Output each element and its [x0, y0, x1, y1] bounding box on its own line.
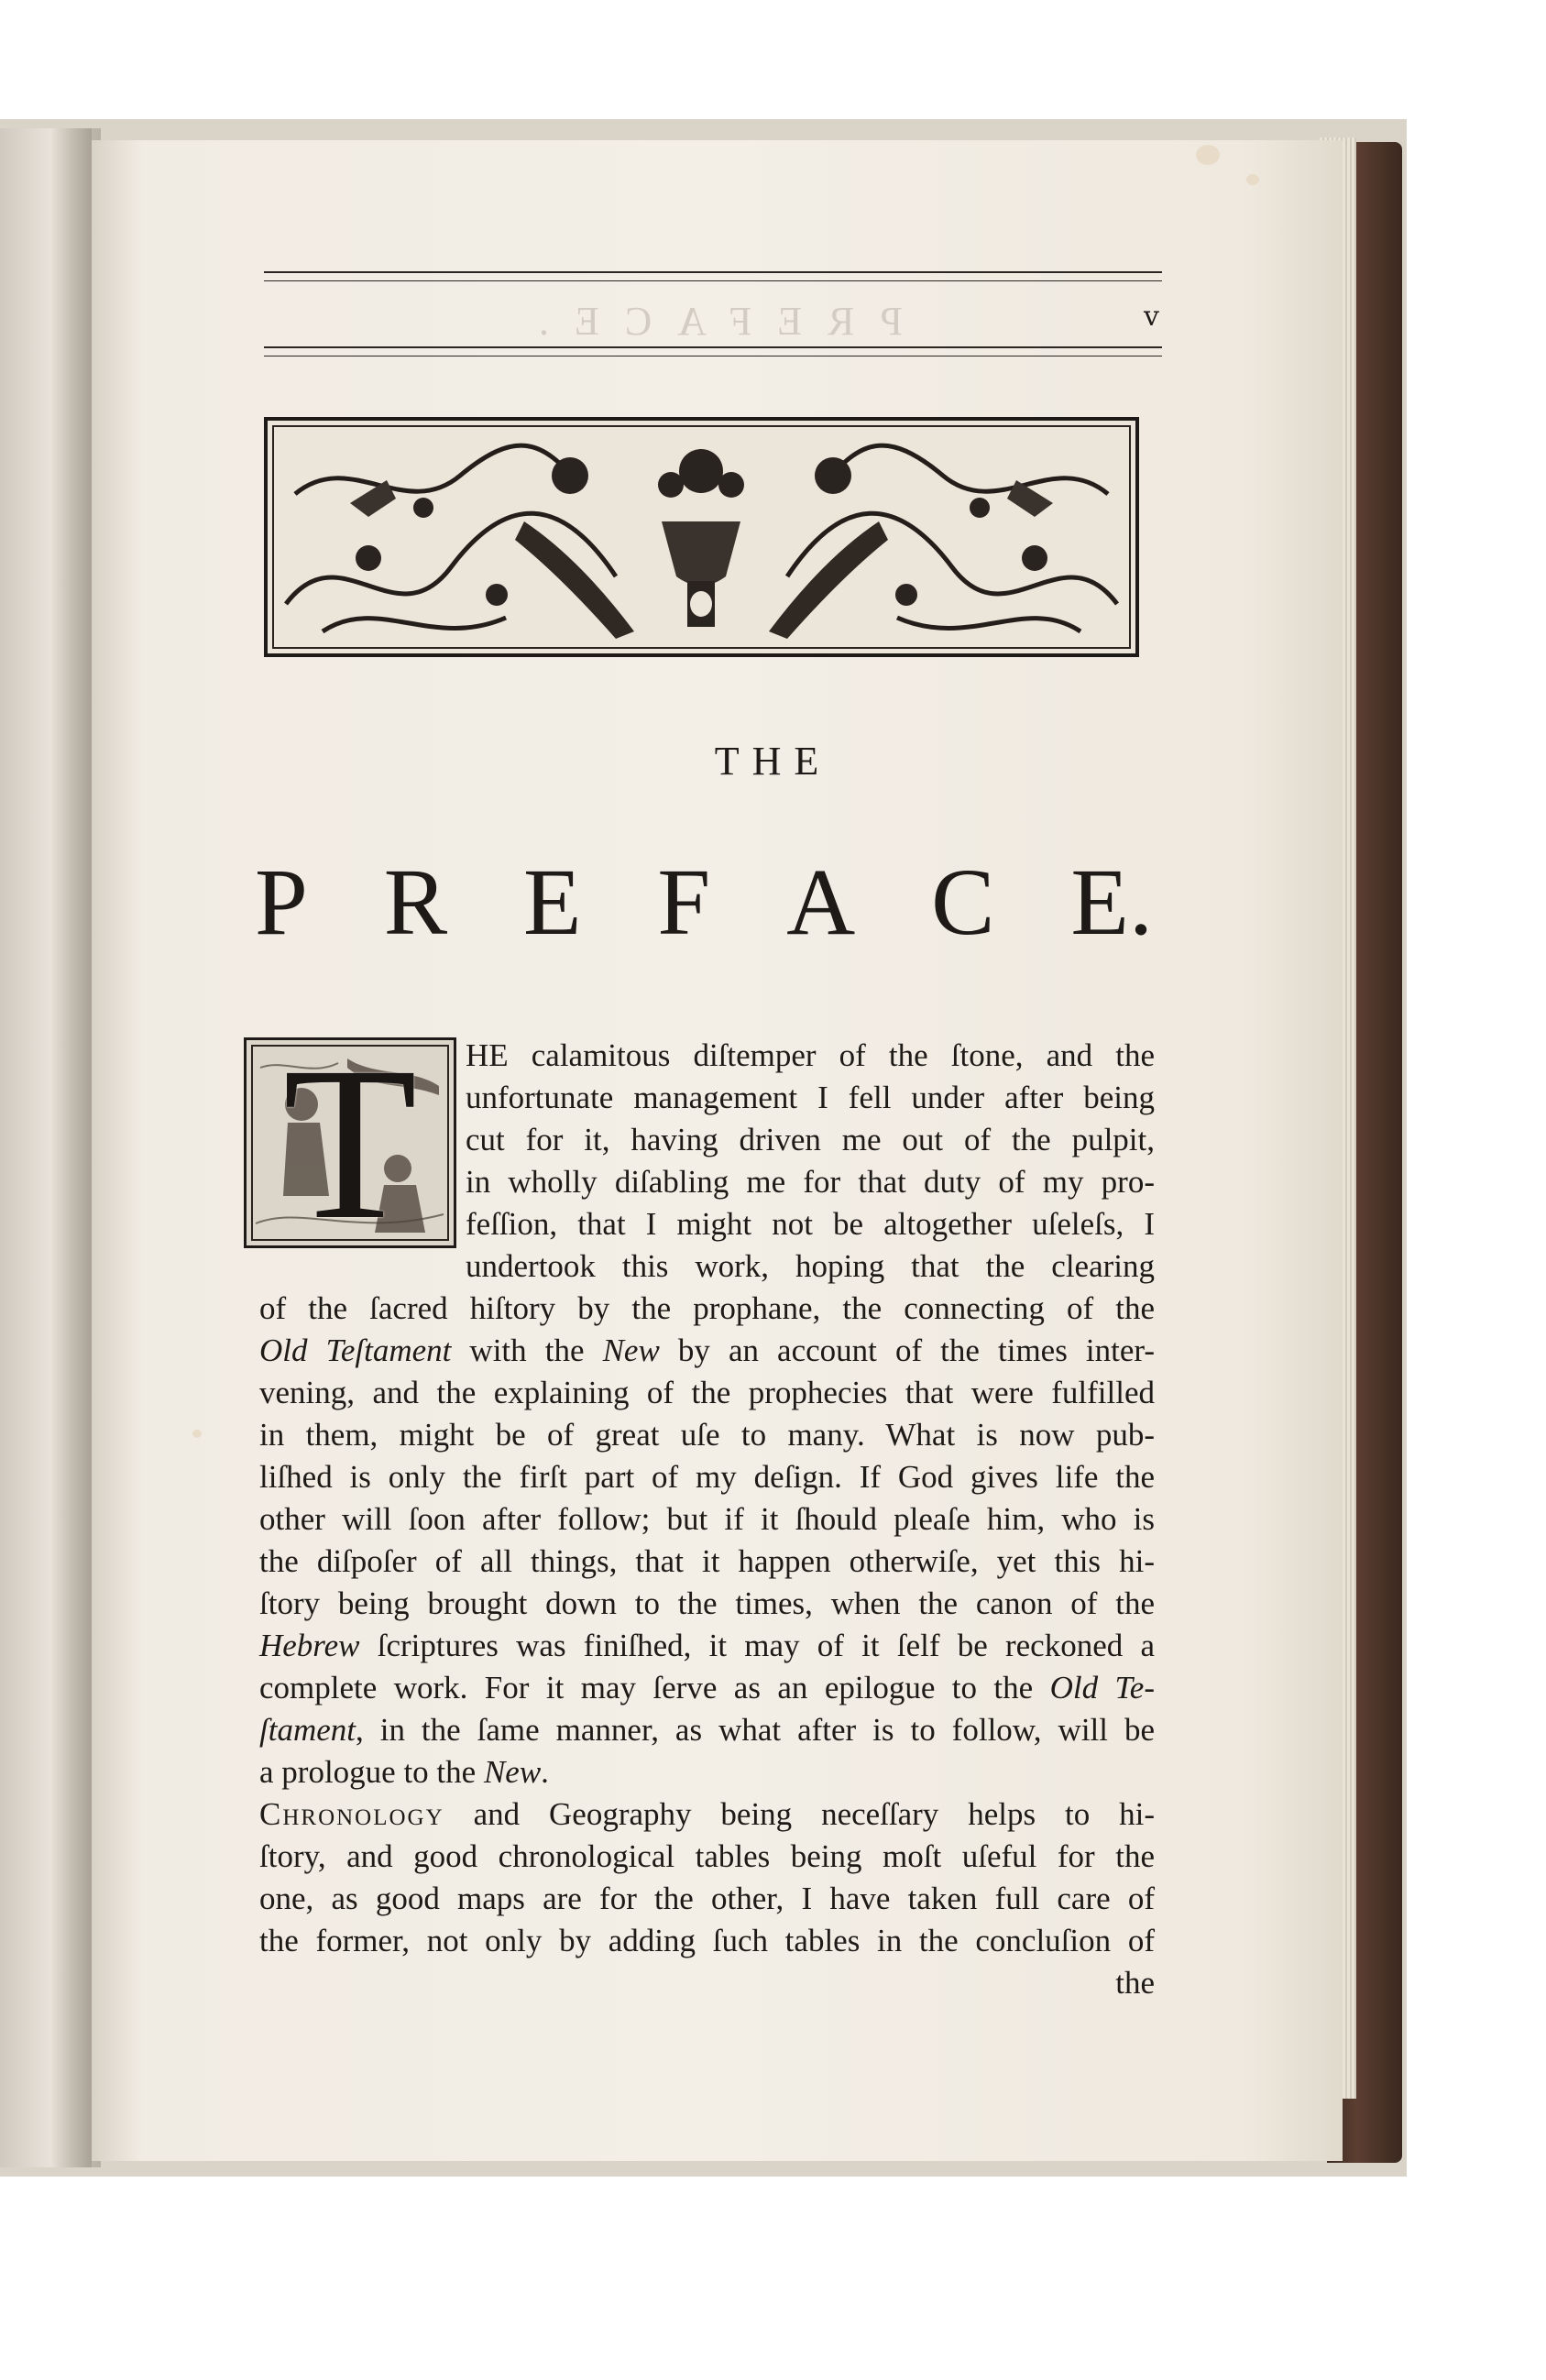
text-line: liſhed is only the firſt part of my deſign. If God gives life the: [259, 1459, 1155, 1495]
historiated-initial: [244, 1021, 456, 1265]
foxing-spot: [192, 1430, 202, 1438]
page-number: v: [1144, 301, 1159, 333]
title-preface: [255, 848, 1153, 957]
ghost-running-head: PREFACE.: [513, 299, 903, 344]
text-line: undertook this work, hoping that the clearing: [466, 1248, 1155, 1284]
text-line: of the ſacred hiſtory by the prophane, the connecting of the: [259, 1290, 1155, 1326]
catchword: the: [1115, 1965, 1155, 2001]
text-line: Old Teſtament with the New by an account of the times inter-: [259, 1333, 1156, 1368]
text-line: one, as good maps are for the other, I have taken full care of: [259, 1881, 1155, 1916]
title-letter: F: [657, 850, 711, 955]
text-line: unfortunate management I fell under after being: [466, 1080, 1155, 1115]
title-letter: E: [523, 850, 582, 955]
title-letter: P: [255, 850, 308, 955]
title-letter: C: [931, 850, 995, 955]
text-line: ſtory, and good chronological tables being moſt uſeful for the: [259, 1838, 1155, 1874]
title-the: THE: [714, 739, 832, 784]
title-letter: A: [786, 850, 856, 955]
foxing-spot: [1246, 174, 1259, 185]
head-rule-mid: [264, 280, 1162, 281]
text-line: in wholly diſabling me for that duty of my pro-: [466, 1164, 1155, 1200]
head-rule-bottom: [264, 346, 1162, 348]
text-line: other will ſoon after follow; but if it ſhould pleaſe him, who is: [259, 1501, 1155, 1537]
text-line: Hebrew ſcriptures was finiſhed, it may of it ſelf be reckoned a: [259, 1628, 1155, 1663]
drop-cap-letter: T: [282, 1021, 418, 1265]
headpiece-ornament: [264, 417, 1139, 657]
text-line: Chronology and Geography being neceſſary helps to hi-: [259, 1796, 1155, 1832]
text-line: cut for it, having driven me out of the pulpit,: [466, 1122, 1155, 1157]
text-line: complete work. For it may ſerve as an epilogue to the Old Te-: [259, 1670, 1155, 1705]
head-rule-top: [264, 271, 1162, 273]
text-line: a prologue to the New.: [259, 1754, 549, 1790]
text-line: in them, might be of great uſe to many. What is now pub-: [259, 1417, 1155, 1453]
text-line: ſtory being brought down to the times, when the canon of the: [259, 1585, 1155, 1621]
floral-ornament-icon: [268, 421, 1135, 653]
text-line: the diſpoſer of all things, that it happen otherwiſe, yet this hi-: [259, 1543, 1155, 1579]
text-line: vening, and the explaining of the prophecies that were fulfilled: [259, 1375, 1155, 1410]
text-line: feſſion, that I might not be altogether uſeleſs, I: [466, 1206, 1155, 1242]
title-letter: E.: [1070, 850, 1153, 955]
foxing-spot: [1196, 145, 1220, 165]
text-line: the former, not only by adding ſuch tables in the concluſion of: [259, 1923, 1155, 1958]
title-letter: R: [383, 850, 448, 955]
text-line: ſtament, in the ſame manner, as what after is to follow, will be: [259, 1712, 1155, 1748]
text-line: HE calamitous diſtemper of the ſtone, and the: [466, 1037, 1155, 1073]
